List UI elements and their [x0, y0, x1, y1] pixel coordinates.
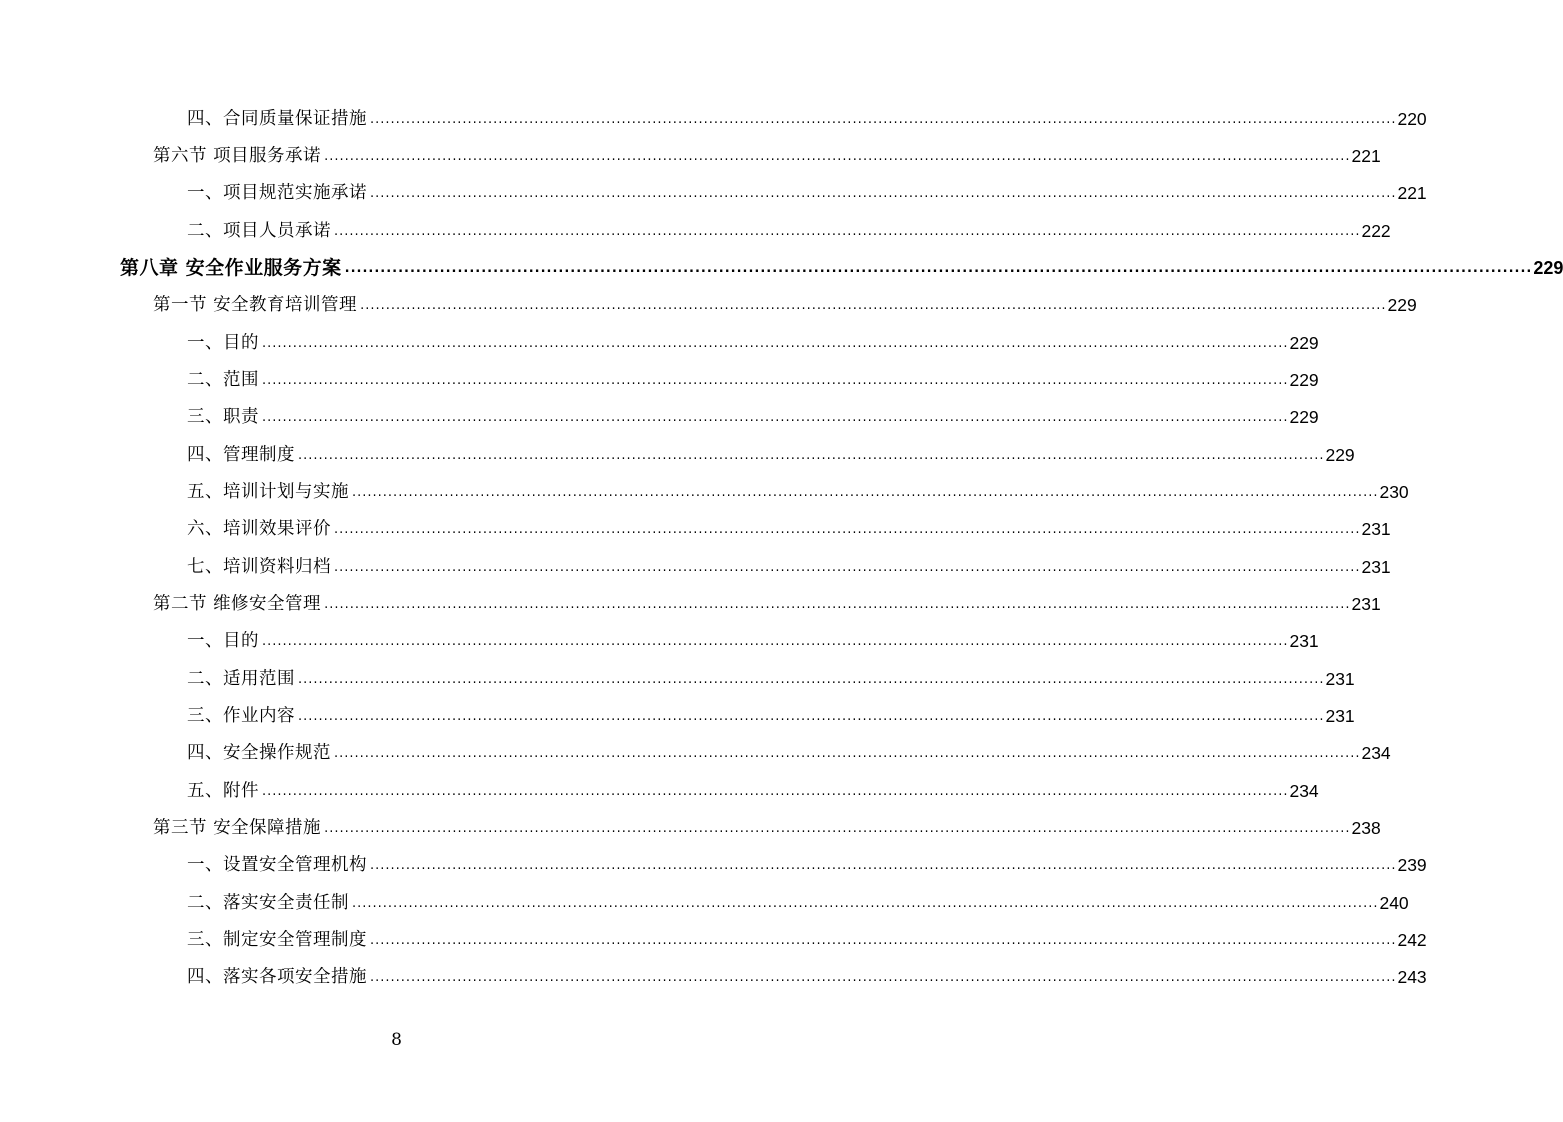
dot-leader: ........................................................................................................................................................................................................ — [298, 672, 1325, 687]
toc-entry-label: 五、培训计划与实施 — [187, 482, 349, 502]
toc-entry[interactable] — [187, 962, 1427, 992]
toc-entry-page: 229 — [1325, 445, 1355, 465]
dot-leader: ........................................................................................................................................................................................................ — [360, 298, 1387, 313]
toc-entry-label: 第一节 安全教育培训管理 — [153, 295, 358, 315]
dot-leader: ........................................................................................................................................................................................................ — [334, 522, 1361, 537]
toc-entry-page: 231 — [1351, 594, 1381, 614]
toc-entry-label: 四、落实各项安全措施 — [187, 967, 367, 987]
toc-entry-page: 243 — [1397, 967, 1427, 987]
toc-entry[interactable] — [187, 850, 1427, 880]
toc-entry-page: 229 — [1289, 370, 1319, 390]
toc-entry[interactable] — [187, 776, 1319, 806]
toc-entry[interactable] — [153, 141, 1381, 171]
toc-entry-page: 221 — [1397, 183, 1427, 203]
toc-entry-page: 229 — [1533, 258, 1563, 278]
dot-leader: ........................................................................................................................................................................................................ — [370, 112, 1397, 127]
toc-entry-page: 231 — [1361, 557, 1391, 577]
toc-entry-page: 231 — [1289, 631, 1319, 651]
toc-entry-page: 239 — [1397, 855, 1427, 875]
toc-entry-page: 222 — [1361, 221, 1391, 241]
toc-entry[interactable] — [187, 328, 1319, 358]
toc-entry-page: 240 — [1379, 893, 1409, 913]
toc-entry-label: 一、目的 — [187, 631, 259, 651]
toc-entry-label: 四、合同质量保证措施 — [187, 109, 367, 129]
toc-entry-page: 242 — [1397, 930, 1427, 950]
toc-entry-page: 234 — [1361, 743, 1391, 763]
toc-entry-page: 229 — [1289, 407, 1319, 427]
dot-leader: ........................................................................................................................................................................................................ — [262, 373, 1289, 388]
dot-leader: ........................................................................................................................................................................................................ — [298, 448, 1325, 463]
toc-entry-label: 三、职责 — [187, 407, 259, 427]
toc-entry-page: 238 — [1351, 818, 1381, 838]
toc-entry-label: 第八章 安全作业服务方案 — [120, 257, 342, 279]
toc-entry-label: 四、管理制度 — [187, 445, 295, 465]
dot-leader: ........................................................................................................................................................................................................ — [324, 597, 1351, 612]
toc-entry-page: 231 — [1361, 519, 1391, 539]
toc-entry[interactable] — [187, 925, 1427, 955]
dot-leader: ........................................................................................................................................................................................................ — [344, 261, 1533, 276]
toc-entry[interactable] — [187, 552, 1391, 582]
dot-leader: ........................................................................................................................................................................................................ — [334, 560, 1361, 575]
toc-entry-page: 220 — [1397, 109, 1427, 129]
dot-leader: ........................................................................................................................................................................................................ — [262, 410, 1289, 425]
toc-entry-label: 二、项目人员承诺 — [187, 221, 331, 241]
toc-entry[interactable] — [187, 216, 1391, 246]
toc-entry[interactable] — [187, 664, 1355, 694]
dot-leader: ........................................................................................................................................................................................................ — [352, 485, 1379, 500]
toc-entry[interactable] — [153, 589, 1381, 619]
dot-leader: ........................................................................................................................................................................................................ — [334, 746, 1361, 761]
dot-leader: ........................................................................................................................................................................................................ — [298, 709, 1325, 724]
toc-entry-label: 一、项目规范实施承诺 — [187, 183, 367, 203]
toc-entry[interactable] — [187, 477, 1409, 507]
toc-entry-label: 二、适用范围 — [187, 669, 295, 689]
toc-entry-page: 221 — [1351, 146, 1381, 166]
toc-entry[interactable] — [187, 626, 1319, 656]
toc-entry[interactable] — [187, 514, 1391, 544]
toc-entry[interactable] — [187, 402, 1319, 432]
toc-entry-label: 七、培训资料归档 — [187, 557, 331, 577]
page-number: 8 — [391, 1030, 402, 1050]
dot-leader: ........................................................................................................................................................................................................ — [370, 858, 1397, 873]
toc-entry[interactable] — [153, 290, 1417, 320]
toc-entry-page: 234 — [1289, 781, 1319, 801]
toc-entry-page: 231 — [1325, 706, 1355, 726]
toc-chapter-entry[interactable] — [120, 253, 1563, 283]
toc-entry-label: 四、安全操作规范 — [187, 743, 331, 763]
toc-entry-label: 五、附件 — [187, 781, 259, 801]
dot-leader: ........................................................................................................................................................................................................ — [370, 186, 1397, 201]
toc-entry-label: 六、培训效果评价 — [187, 519, 331, 539]
toc-entry-label: 第三节 安全保障措施 — [153, 818, 322, 838]
toc-entry-label: 三、作业内容 — [187, 706, 295, 726]
toc-entry[interactable] — [187, 701, 1355, 731]
toc-entry[interactable] — [187, 440, 1355, 470]
toc-entry-label: 三、制定安全管理制度 — [187, 930, 367, 950]
toc-entry-page: 229 — [1289, 333, 1319, 353]
dot-leader: ........................................................................................................................................................................................................ — [334, 224, 1361, 239]
toc-entry[interactable] — [187, 178, 1427, 208]
toc-entry-label: 二、范围 — [187, 370, 259, 390]
dot-leader: ........................................................................................................................................................................................................ — [324, 821, 1351, 836]
toc-entry-label: 第二节 维修安全管理 — [153, 594, 322, 614]
toc-entry-label: 一、设置安全管理机构 — [187, 855, 367, 875]
dot-leader: ........................................................................................................................................................................................................ — [370, 933, 1397, 948]
dot-leader: ........................................................................................................................................................................................................ — [370, 970, 1397, 985]
dot-leader: ........................................................................................................................................................................................................ — [262, 336, 1289, 351]
toc-entry[interactable] — [187, 888, 1409, 918]
toc-entry[interactable] — [153, 813, 1381, 843]
dot-leader: ........................................................................................................................................................................................................ — [324, 149, 1351, 164]
dot-leader: ........................................................................................................................................................................................................ — [352, 896, 1379, 911]
toc-entry[interactable] — [187, 738, 1391, 768]
dot-leader: ........................................................................................................................................................................................................ — [262, 784, 1289, 799]
dot-leader: ........................................................................................................................................................................................................ — [262, 634, 1289, 649]
toc-entry[interactable] — [187, 365, 1319, 395]
toc-entry-label: 二、落实安全责任制 — [187, 893, 349, 913]
toc-entry-label: 一、目的 — [187, 333, 259, 353]
toc-entry-label: 第六节 项目服务承诺 — [153, 146, 322, 166]
toc-entry[interactable] — [187, 104, 1427, 134]
toc-entry-page: 229 — [1387, 295, 1417, 315]
toc-entry-page: 230 — [1379, 482, 1409, 502]
toc-entry-page: 231 — [1325, 669, 1355, 689]
